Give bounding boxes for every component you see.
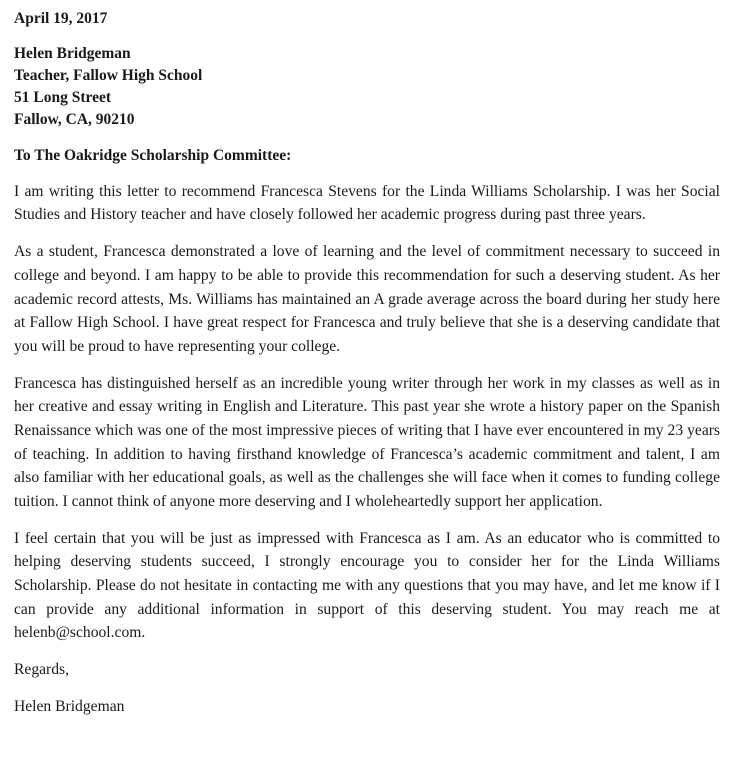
sender-address-block <box>14 43 720 131</box>
closing-salutation: Regards, <box>14 661 69 679</box>
salutation: To The Oakridge Scholarship Committee: <box>14 147 292 165</box>
body-paragraph-2: As a student, Francesca demonstrated a love of learning and the level of commitment necessary to succeed in college and beyond. I am happy to be able to provide this recommendation for such a deserving student. As her academic record attests, Ms. Williams has maintained an A grade average across the board during her study here at Fallow High School. I have great respect for Francesca and truly believe that she is a deserving candidate that you will be proud to have representing your college. <box>14 243 720 355</box>
sender-name: Helen Bridgeman <box>14 45 131 63</box>
sender-title: Teacher, Fallow High School <box>14 67 203 85</box>
letter-date: April 19, 2017 <box>14 10 108 27</box>
signature-name: Helen Bridgeman <box>14 697 125 715</box>
body-paragraph-1: I am writing this letter to recommend Francesca Stevens for the Linda Williams Scholarship. I was her Social Studies and History teacher and have closely followed her academic progress during past three years. <box>14 182 720 224</box>
body-paragraph-3: Francesca has distinguished herself as an incredible young writer through her work in my classes as well as in her creative and essay writing in English and Literature. This past year she wrote a history paper on the Spanish Renaissance which was one of the most impressive pieces of writing that I have ever encountered in my 23 years of teaching. In addition to having firsthand knowledge of Francesca’s academic commitment and talent, I am also familiar with her educational goals, as well as the challenges she will face when it comes to funding college tuition. I cannot think of anyone more deserving and I wholeheartedly support her application. <box>14 374 720 510</box>
sender-street: 51 Long Street <box>14 89 112 107</box>
sender-city-state-zip: Fallow, CA, 90210 <box>14 111 135 129</box>
body-paragraph-4: I feel certain that you will be just as impressed with Francesca as I am. As an educator who is committed to helping deserving students succeed, I strongly encourage you to consider her for the Linda Williams Scholarship. Please do not hesitate in contacting me with any questions that you may have, and let me know if I can provide any additional information in support of this deserving student. You may reach me at helenb@school.com. <box>14 529 720 642</box>
